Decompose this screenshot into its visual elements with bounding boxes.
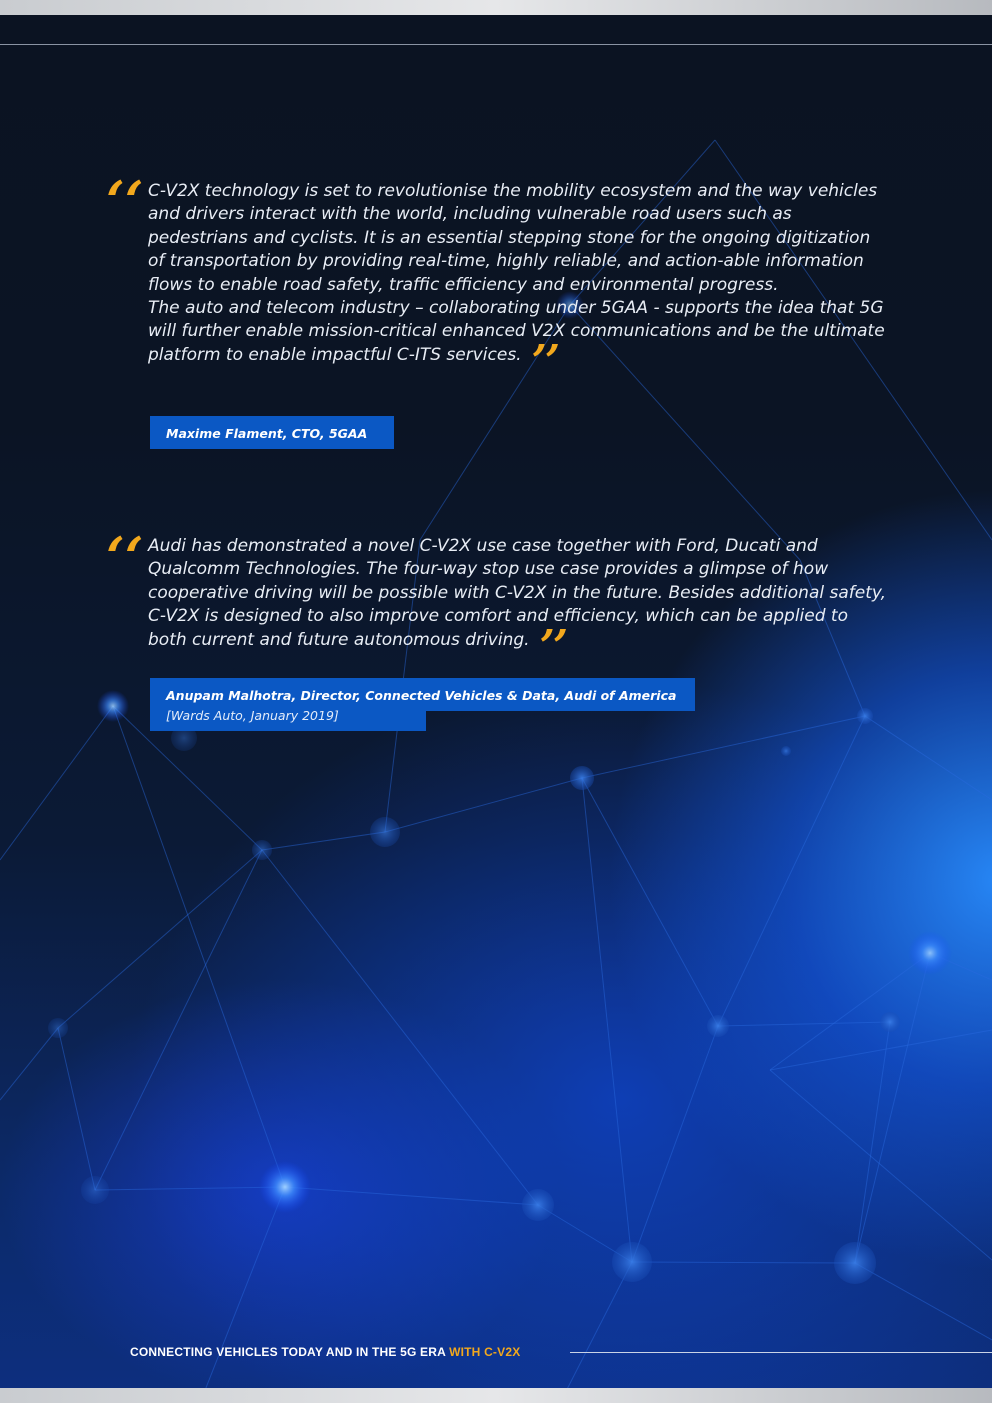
open-quote-mark-icon: ‘‘: [106, 169, 144, 233]
close-quote-mark-icon: ’’: [531, 335, 559, 387]
quote-1-text: [148, 180, 888, 387]
attribution-2-source: [Wards Auto, January 2019]: [166, 708, 339, 723]
quote-2-paragraph-1-text: Audi has demonstrated a novel C-V2X use case together with Ford, Ducati and Qualcomm Technologies. The four-way stop use case provides a glimpse of how cooperative driving will be possible with C-V2X in the future. Besides additional safety, C-V2X is designed to also improve comfort and efficiency, which can be applied to both current and future autonomous driving.: [148, 536, 887, 650]
footer-title-accent: WITH C-V2X: [449, 1345, 521, 1359]
bottom-border-strip: [0, 1388, 992, 1403]
quote-1-paragraph-2-text: The auto and telecom industry – collaborating under 5GAA - supports the idea that 5G will further enable mission-critical enhanced V2X communications and be the ultimate platform to enable impactful C-ITS services.: [148, 298, 885, 365]
footer-divider: [570, 1352, 992, 1353]
footer-title-main: CONNECTING VEHICLES TODAY AND IN THE 5G ERA: [130, 1345, 450, 1359]
quote-2: [148, 535, 888, 672]
attribution-source-badge-2: [150, 708, 426, 731]
quote-1-paragraph-2: [148, 297, 888, 387]
footer-running-title: [130, 1345, 520, 1359]
quote-2-text: [148, 535, 888, 672]
attribution-1-name: Maxime Flament, CTO, 5GAA: [166, 426, 368, 441]
quote-2-paragraph-1: [148, 535, 888, 672]
attribution-badge-2: [150, 678, 695, 711]
attribution-2-name: Anupam Malhotra, Director, Connected Vehicles & Data, Audi of America: [166, 688, 677, 703]
close-quote-mark-icon: ’’: [539, 620, 567, 672]
quote-1-paragraph-1: C-V2X technology is set to revolutionise the mobility ecosystem and the way vehicles and drivers interact with the world, including vulnerable road users such as pedestrians and cyclists. It is an essential stepping stone for the ongoing digitization of transportation by providing real-time, highly reliable, and action-able information flows to enable road safety, traffic efficiency and environmental progress.: [148, 181, 878, 295]
attribution-badge-1: [150, 416, 394, 449]
open-quote-mark-icon: ‘‘: [106, 525, 144, 589]
quote-1: [148, 180, 888, 387]
